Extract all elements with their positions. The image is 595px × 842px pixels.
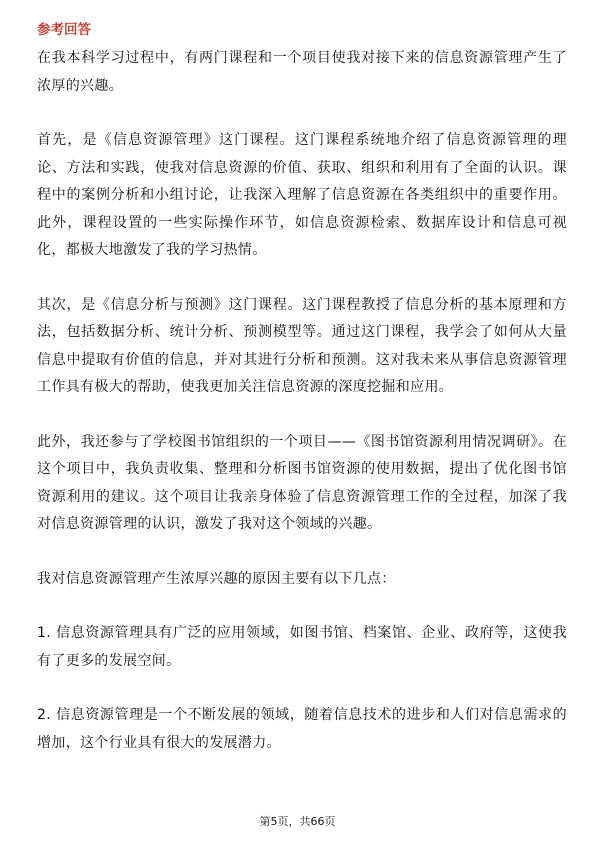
page-number-footer: 第5页，共66页 [259,815,336,828]
paragraph-course-2: 其次，是《信息分析与预测》这门课程。这门课程教授了信息分析的基本原理和方法，包括数据分析、统计分析、预测模型等。通过这门课程，我学会了如何从大量信息中提取有价值的信息，并对其进行分析和预测。这对我未来从事信息资源管理工作具有极大的帮助，使我更加关注信息资源的深度挖掘和应用。 [37,296,567,395]
paragraph-intro: 在我本科学习过程中，有两门课程和一个项目使我对接下来的信息资源管理产生了浓厚的兴趣。 [37,50,567,94]
document-body [37,20,567,784]
paragraph-project: 此外，我还参与了学校图书馆组织的一个项目——《图书馆资源利用情况调研》。在这个项目中，我负责收集、整理和分析图书馆资源的使用数据，提出了优化图书馆资源利用的建议。这个项目让我亲身体验了信息资源管理工作的全过程，加深了我对信息资源管理的认识，激发了我对这个领域的兴趣。 [37,433,567,532]
section-heading: 参考回答 [37,22,91,38]
paragraph-reason-2: 2. 信息资源管理是一个不断发展的领域，随着信息技术的进步和人们对信息需求的增加，这个行业具有很大的发展潜力。 [37,707,567,751]
paragraph-course-1: 首先，是《信息资源管理》这门课程。这门课程系统地介绍了信息资源管理的理论、方法和实践，使我对信息资源的价值、获取、组织和利用有了全面的认识。课程中的案例分析和小组讨论，让我深入理解了信息资源在各类组织中的重要作用。此外，课程设置的一些实际操作环节，如信息资源检索、数据库设计和信息可视化，都极大地激发了我的学习热情。 [37,132,567,258]
paragraph-reason-1: 1. 信息资源管理具有广泛的应用领域，如图书馆、档案馆、企业、政府等，这使我有了更多的发展空间。 [37,625,567,669]
paragraph-reasons-intro: 我对信息资源管理产生浓厚兴趣的原因主要有以下几点： [37,570,396,587]
